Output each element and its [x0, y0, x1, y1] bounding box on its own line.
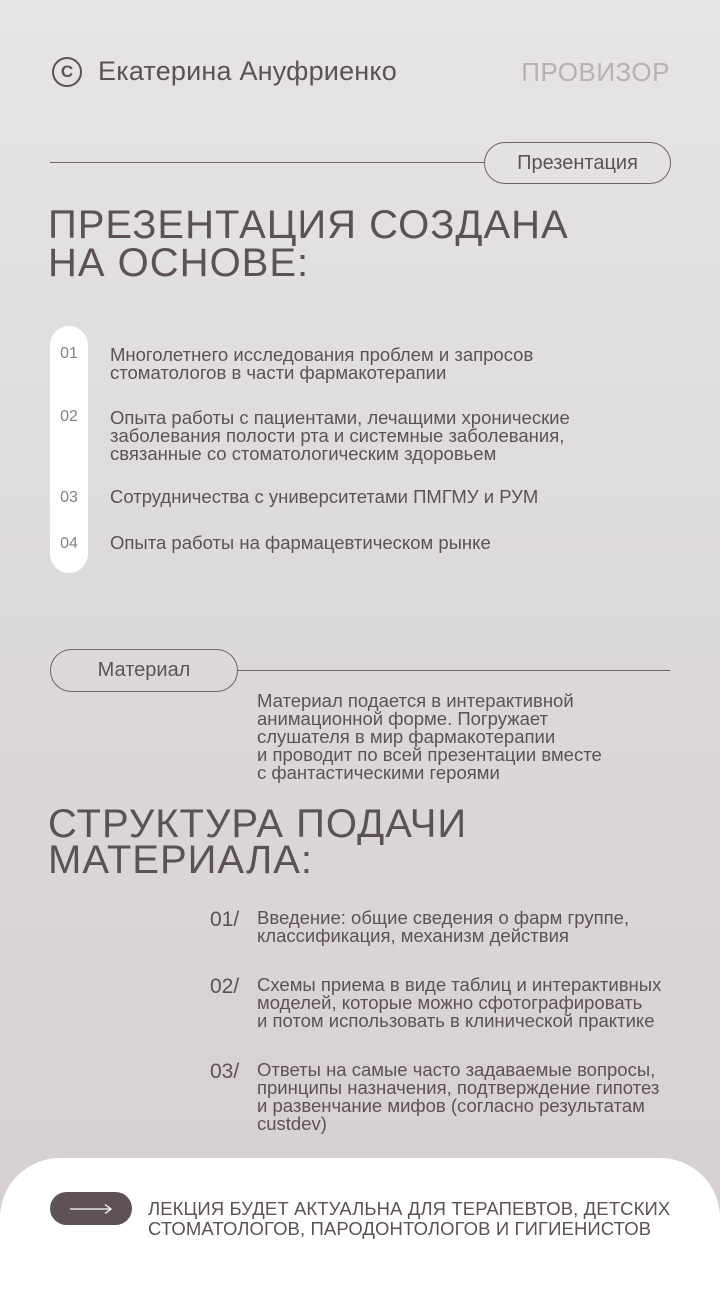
arrow-right-icon — [69, 1203, 113, 1215]
structure-line: Ответы на самые часто задаваемые вопросы, — [257, 1059, 656, 1080]
arrow-button[interactable] — [50, 1192, 132, 1225]
list-item-line: заболевания полости рта и системные заболевания, — [110, 425, 565, 446]
structure-line: custdev) — [257, 1113, 327, 1134]
divider-line — [50, 162, 484, 163]
list-item — [110, 534, 670, 552]
title-line: НА ОСНОВЕ: — [48, 241, 310, 285]
divider-line — [238, 670, 670, 671]
structure-line: Введение: общие сведения о фарм группе, — [257, 907, 630, 928]
list-item-line: Опыта работы с пациентами, лечащими хронические — [110, 407, 570, 428]
structure-line: и потом использовать в клинической практике — [257, 1010, 655, 1031]
list-number: 01 — [60, 345, 78, 362]
audience-line: ЛЕКЦИЯ БУДЕТ АКТУАЛЬНА ДЛЯ ТЕРАПЕВТОВ, ДЕТСКИХ — [148, 1198, 671, 1219]
structure-item — [257, 1061, 697, 1133]
presentation-title — [48, 203, 648, 285]
list-number: 04 — [60, 535, 78, 552]
list-item-line: стоматологов в части фармакотерапии — [110, 362, 447, 383]
structure-line: принципы назначения, подтверждение гипотез — [257, 1077, 660, 1098]
copyright-icon — [52, 57, 82, 87]
list-number: 02 — [60, 408, 78, 425]
copyright-letter: C — [60, 62, 74, 81]
list-item — [110, 488, 670, 506]
material-line: анимационной форме. Погружает — [257, 708, 549, 729]
structure-number: 02/ — [210, 975, 240, 998]
list-item-line: связанные со стоматологическим здоровьем — [110, 443, 497, 464]
material-description — [257, 692, 677, 782]
list-item-line: Многолетнего исследования проблем и запросов — [110, 344, 534, 365]
structure-item — [257, 909, 697, 945]
presentation-pill[interactable]: Презентация — [484, 142, 671, 184]
structure-number: 03/ — [210, 1060, 240, 1083]
list-item — [110, 409, 670, 463]
author-name: Екатерина Ануфриенко — [98, 56, 397, 86]
material-line: слушателя в мир фармакотерапии — [257, 726, 556, 747]
structure-line: и развенчание мифов (согласно результатам — [257, 1095, 645, 1116]
title-line: МАТЕРИАЛА: — [48, 838, 314, 882]
structure-number: 01/ — [210, 908, 240, 931]
audience-line: СТОМАТОЛОГОВ, ПАРОДОНТОЛОГОВ И ГИГИЕНИСТОВ — [148, 1218, 652, 1239]
structure-line: моделей, которые можно сфотографировать — [257, 992, 643, 1013]
material-line: и проводит по всей презентации вместе — [257, 744, 602, 765]
material-line: Материал подается в интерактивной — [257, 690, 574, 711]
role-label: ПРОВИЗОР — [521, 57, 670, 87]
title-line: ПРЕЗЕНТАЦИЯ СОЗДАНА — [48, 203, 569, 247]
structure-line: Схемы приема в виде таблиц и интерактивных — [257, 974, 662, 995]
title-line: СТРУКТУРА ПОДАЧИ — [48, 802, 468, 846]
audience-note — [148, 1199, 708, 1239]
list-item-line: Сотрудничества с университетами ПМГМУ и РУМ — [110, 486, 539, 507]
structure-item — [257, 976, 697, 1030]
structure-title — [48, 802, 668, 882]
structure-line: классификация, механизм действия — [257, 925, 569, 946]
list-number: 03 — [60, 489, 78, 506]
material-pill[interactable]: Материал — [50, 649, 238, 692]
list-item-line: Опыта работы на фармацевтическом рынке — [110, 532, 491, 553]
list-item — [110, 346, 670, 382]
material-line: с фантастическими героями — [257, 762, 500, 783]
